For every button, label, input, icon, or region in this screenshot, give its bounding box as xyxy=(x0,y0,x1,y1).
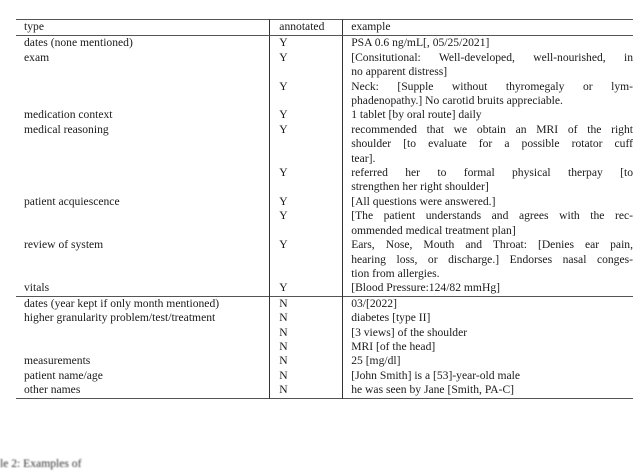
example-line: strengthen her right shoulder] xyxy=(351,180,489,194)
cell-type: other names xyxy=(24,383,81,397)
cell-example xyxy=(343,311,633,325)
cell-example xyxy=(343,354,633,368)
example-line: shoulder [to evaluate for a possible rotator cuff xyxy=(351,137,633,151)
cell-type: medication context xyxy=(24,108,113,122)
table-row xyxy=(16,369,633,383)
cell-annotated: N xyxy=(270,311,343,325)
table-row xyxy=(16,326,633,340)
cell-example xyxy=(343,383,633,398)
header-example: example xyxy=(343,20,633,36)
example-line: diabetes [type II] xyxy=(351,311,431,325)
cell-type: higher granularity problem/test/treatment xyxy=(24,311,216,325)
table-row xyxy=(16,311,633,325)
cell-annotated: Y xyxy=(270,51,343,80)
cell-annotated: N xyxy=(270,296,343,311)
cell-example xyxy=(343,281,633,296)
cell-example xyxy=(343,108,633,122)
cell-annotated: Y xyxy=(270,238,343,281)
table-header-row xyxy=(16,20,633,36)
example-line: recommended that we obtain an MRI of the right xyxy=(351,122,633,136)
header-type: type xyxy=(16,20,270,36)
examples-table xyxy=(16,19,633,399)
example-line: PSA 0.6 ng/mL[, 05/25/2021] xyxy=(351,36,490,50)
cell-annotated: Y xyxy=(270,108,343,122)
header-annotated: annotated xyxy=(270,20,343,36)
example-line: hearing loss, or discharge.] Endorses nasal conges- xyxy=(351,252,633,266)
example-line: 25 [mg/dl] xyxy=(351,354,401,368)
cell-type: dates (year kept if only month mentioned) xyxy=(16,296,270,311)
cell-example xyxy=(343,166,633,195)
cell-example xyxy=(343,123,633,166)
example-line: [The patient understands and agrees with the rec- xyxy=(351,209,633,223)
example-line: [All questions were answered.] xyxy=(351,194,496,208)
cell-example xyxy=(343,340,633,354)
table-row xyxy=(16,80,633,109)
table-row xyxy=(16,340,633,354)
cell-annotated: Y xyxy=(270,123,343,166)
example-line: [Blood Pressure:124/82 mmHg] xyxy=(351,281,500,295)
cell-example xyxy=(343,80,633,109)
cell-example xyxy=(343,36,633,51)
cell-annotated: Y xyxy=(270,166,343,195)
example-line: no apparent distress] xyxy=(351,65,448,79)
cell-annotated: N xyxy=(270,326,343,340)
cell-annotated: Y xyxy=(270,281,343,296)
example-line: he was seen by Jane [Smith, PA-C] xyxy=(351,383,515,397)
cell-example xyxy=(343,195,633,209)
example-line: [John Smith] is a [53]-year-old male xyxy=(351,368,521,382)
cell-annotated: N xyxy=(270,340,343,354)
table-caption: le 2: Examples of xyxy=(0,457,82,470)
table-row xyxy=(16,166,633,195)
table-row xyxy=(16,354,633,368)
cell-annotated: Y xyxy=(270,209,343,238)
cell-example xyxy=(343,51,633,80)
cell-type: review of system xyxy=(24,238,104,252)
cell-example xyxy=(343,238,633,281)
cell-type: exam xyxy=(24,50,50,64)
example-line: MRI [of the head] xyxy=(351,339,436,353)
example-line: Ears, Nose, Mouth and Throat: [Denies ear pain, xyxy=(351,238,633,252)
table-row xyxy=(16,51,633,80)
cell-type: measurements xyxy=(24,354,91,368)
cell-annotated: N xyxy=(270,369,343,383)
example-line: 03/[2022] xyxy=(351,296,397,310)
example-line: [Consitutional: Well-developed, well-nourished, in xyxy=(351,50,633,64)
cell-type: patient name/age xyxy=(24,368,103,382)
cell-annotated: N xyxy=(270,383,343,398)
cell-type xyxy=(16,326,270,340)
example-line: [3 views] of the shoulder xyxy=(351,325,468,339)
table-row xyxy=(16,296,633,311)
cell-example xyxy=(343,369,633,383)
cell-type: vitals xyxy=(24,281,50,295)
cell-annotated: Y xyxy=(270,80,343,109)
cell-type xyxy=(16,340,270,354)
cell-example xyxy=(343,209,633,238)
table-row xyxy=(16,195,633,209)
cell-annotated: N xyxy=(270,354,343,368)
cell-type xyxy=(16,80,270,109)
table-row xyxy=(16,108,633,122)
cell-example xyxy=(343,296,633,311)
table-row xyxy=(16,238,633,281)
example-line: Neck: [Supple without thyromegaly or lym- xyxy=(351,79,633,93)
table-row xyxy=(16,209,633,238)
table-row xyxy=(16,383,633,398)
table-row xyxy=(16,281,633,296)
example-line: referred her to formal physical therpay [to xyxy=(351,166,633,180)
example-line: tear]. xyxy=(351,151,376,165)
example-line: 1 tablet [by oral route] daily xyxy=(351,108,482,122)
table-row xyxy=(16,123,633,166)
cell-type xyxy=(16,209,270,238)
table-row xyxy=(16,36,633,51)
cell-type: dates (none mentioned) xyxy=(24,36,133,50)
cell-annotated: Y xyxy=(270,195,343,209)
example-line: phadenopathy.] No carotid bruits appreciable. xyxy=(351,94,563,108)
cell-annotated: Y xyxy=(270,36,343,51)
example-line: ommended medical treatment plan] xyxy=(351,223,516,237)
cell-type xyxy=(16,166,270,195)
cell-example xyxy=(343,326,633,340)
example-line: tion from allergies. xyxy=(351,266,440,280)
cell-type: medical reasoning xyxy=(24,122,109,136)
cell-type: patient acquiescence xyxy=(24,194,120,208)
